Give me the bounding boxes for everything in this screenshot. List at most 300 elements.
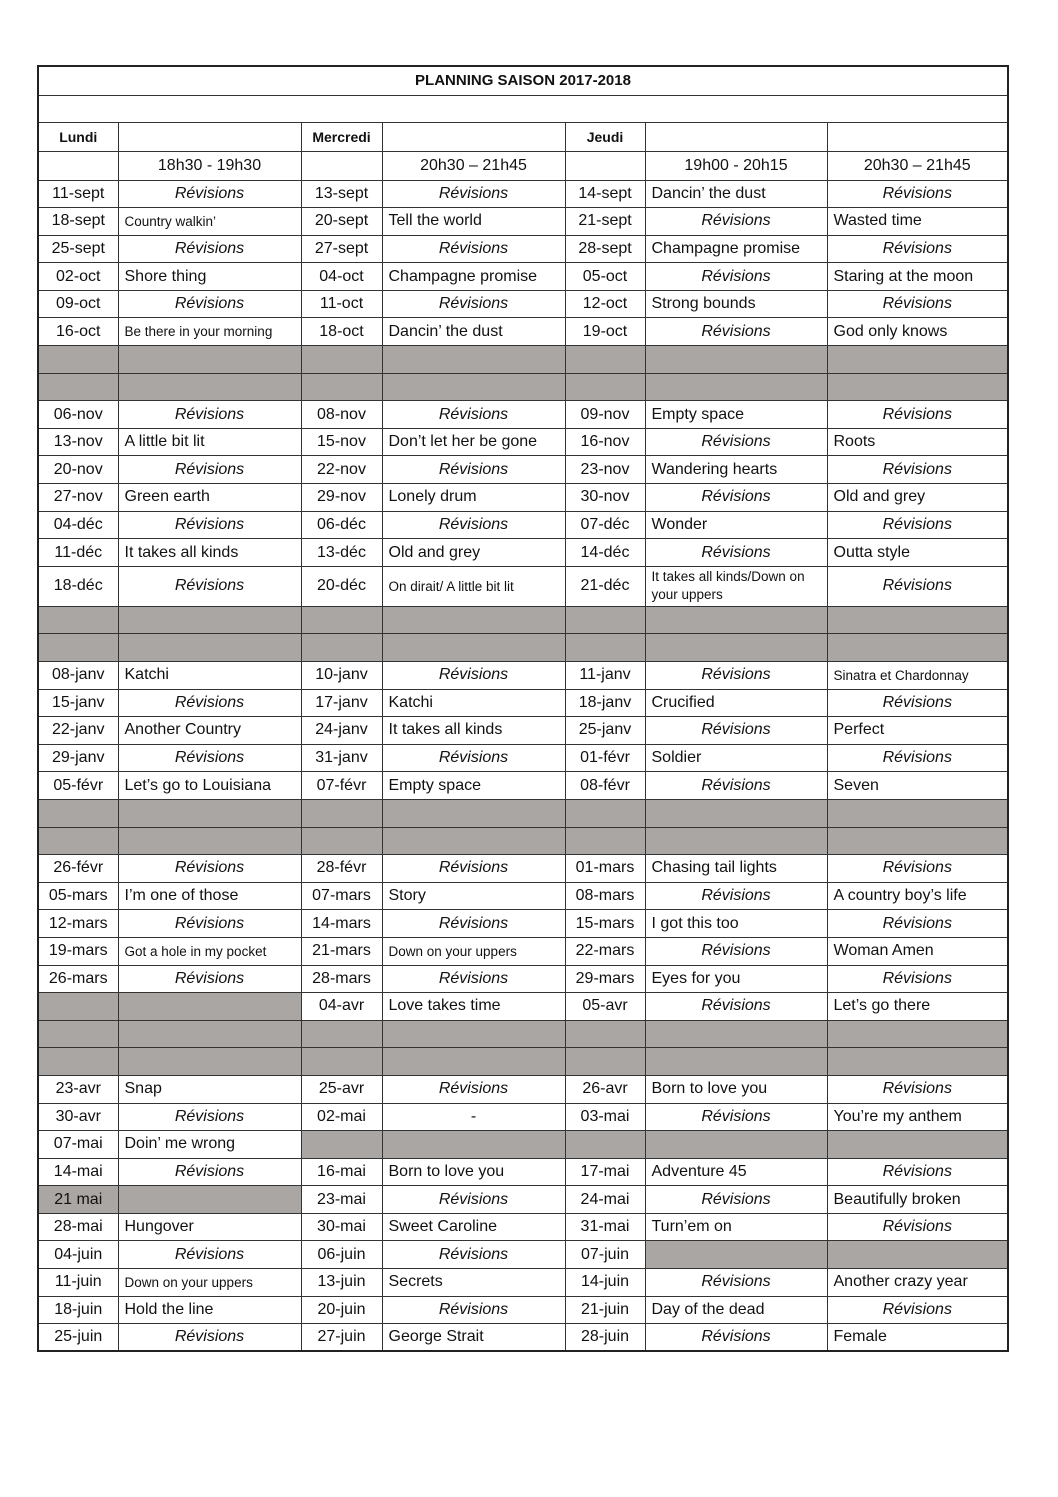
cell-jeudi-date: 22-mars [565,937,645,965]
cell-lundi-song: Révisions [118,235,301,263]
table-row [38,1158,1008,1186]
table-row [38,235,1008,263]
cell-jeudi-song-1: Révisions [645,937,827,965]
time-cell [565,151,645,180]
cell-lundi-song: Révisions [118,744,301,772]
cell-jeudi-date: 12-oct [565,290,645,318]
table-row [38,566,1008,606]
cell-lundi-date: 12-mars [38,910,118,938]
cell-jeudi-song-1: Révisions [645,318,827,346]
cell-jeudi-song-2 [827,827,1008,855]
cell-lundi-date: 16-oct [38,318,118,346]
cell-lundi-date: 18-sept [38,208,118,236]
cell-mercredi-date: 06-déc [301,511,382,539]
cell-lundi-date [38,1020,118,1048]
cell-jeudi-song-2: Révisions [827,566,1008,606]
cell-jeudi-song-1: Turn’em on [645,1213,827,1241]
cell-jeudi-date: 30-nov [565,484,645,512]
cell-mercredi-song [382,1131,565,1159]
cell-mercredi-date: 13-déc [301,539,382,567]
cell-jeudi-date: 08-févr [565,772,645,800]
cell-jeudi-song-1: Soldier [645,744,827,772]
cell-jeudi-song-1 [645,799,827,827]
cell-mercredi-date: 07-mars [301,882,382,910]
cell-mercredi-song: Révisions [382,855,565,883]
cell-lundi-song: Be there in your morning [118,318,301,346]
cell-lundi-date: 25-juin [38,1324,118,1352]
cell-jeudi-song-2: Female [827,1324,1008,1352]
cell-jeudi-song-1: Révisions [645,484,827,512]
cell-jeudi-date: 21-déc [565,566,645,606]
cell-jeudi-song-2: Révisions [827,1213,1008,1241]
cell-jeudi-song-2: Seven [827,772,1008,800]
cell-jeudi-date: 21-sept [565,208,645,236]
cell-jeudi-song-2 [827,1020,1008,1048]
cell-jeudi-date: 24-mai [565,1186,645,1214]
cell-lundi-date [38,993,118,1021]
cell-jeudi-date: 18-janv [565,689,645,717]
cell-jeudi-song-2: Another crazy year [827,1269,1008,1297]
day-header-row [38,122,1008,151]
cell-lundi-song: Shore thing [118,263,301,291]
cell-lundi-date: 28-mai [38,1213,118,1241]
cell-lundi-song: Snap [118,1075,301,1103]
cell-lundi-song: Country walkin’ [118,208,301,236]
cell-jeudi-song-1: Révisions [645,208,827,236]
cell-mercredi-song: Love takes time [382,993,565,1021]
cell-mercredi-date: 04-avr [301,993,382,1021]
cell-jeudi-song-1 [645,606,827,634]
cell-jeudi-date: 11-janv [565,662,645,690]
table-row [38,717,1008,745]
cell-lundi-song: Doin’ me wrong [118,1131,301,1159]
cell-jeudi-song-1: Révisions [645,1269,827,1297]
cell-jeudi-song-2 [827,1131,1008,1159]
cell-mercredi-song: Champagne promise [382,263,565,291]
cell-lundi-song [118,799,301,827]
planning-table [37,65,1009,1352]
cell-jeudi-song-2: Révisions [827,456,1008,484]
cell-mercredi-song: Révisions [382,235,565,263]
cell-lundi-song: Révisions [118,689,301,717]
cell-mercredi-date: 21-mars [301,937,382,965]
cell-lundi-date: 09-oct [38,290,118,318]
cell-jeudi-song-2: Révisions [827,290,1008,318]
cell-lundi-date: 18-juin [38,1296,118,1324]
cell-mercredi-song: Dancin’ the dust [382,318,565,346]
header-cell [118,122,301,151]
cell-lundi-song: Another Country [118,717,301,745]
cell-mercredi-song: George Strait [382,1324,565,1352]
cell-jeudi-song-1: Révisions [645,1186,827,1214]
cell-jeudi-song-2 [827,1241,1008,1269]
table-row [38,1186,1008,1214]
cell-mercredi-song [382,1020,565,1048]
cell-mercredi-date: 22-nov [301,456,382,484]
cell-jeudi-song-1: Day of the dead [645,1296,827,1324]
cell-jeudi-song-2: Staring at the moon [827,263,1008,291]
table-row [38,993,1008,1021]
cell-mercredi-date: 10-janv [301,662,382,690]
cell-jeudi-song-2: Old and grey [827,484,1008,512]
cell-jeudi-song-1: Wonder [645,511,827,539]
table-row [38,1131,1008,1159]
cell-lundi-song: Révisions [118,511,301,539]
table-row [38,539,1008,567]
cell-jeudi-date: 08-mars [565,882,645,910]
table-row [38,662,1008,690]
cell-lundi-date [38,373,118,401]
cell-lundi-date: 30-avr [38,1103,118,1131]
cell-mercredi-date [301,606,382,634]
cell-jeudi-song-2: Révisions [827,511,1008,539]
table-row [38,1048,1008,1076]
cell-jeudi-song-1 [645,346,827,374]
cell-mercredi-song: Katchi [382,689,565,717]
table-row [38,1075,1008,1103]
cell-lundi-date: 19-mars [38,937,118,965]
time-lundi: 18h30 - 19h30 [118,151,301,180]
cell-jeudi-date [565,799,645,827]
cell-jeudi-date: 29-mars [565,965,645,993]
page-title: PLANNING SAISON 2017-2018 [38,66,1008,95]
cell-jeudi-song-2 [827,373,1008,401]
cell-jeudi-song-1: I got this too [645,910,827,938]
cell-jeudi-song-2: Révisions [827,744,1008,772]
table-row [38,689,1008,717]
cell-jeudi-song-1: Eyes for you [645,965,827,993]
cell-mercredi-song: It takes all kinds [382,717,565,745]
cell-lundi-date [38,606,118,634]
table-row [38,937,1008,965]
cell-mercredi-date [301,799,382,827]
cell-jeudi-song-1: Révisions [645,1324,827,1352]
header-cell [827,122,1008,151]
cell-mercredi-date: 02-mai [301,1103,382,1131]
cell-mercredi-song: Révisions [382,290,565,318]
cell-mercredi-date [301,1131,382,1159]
cell-mercredi-song: On dirait/ A little bit lit [382,566,565,606]
cell-mercredi-date: 07-févr [301,772,382,800]
cell-lundi-date: 14-mai [38,1158,118,1186]
cell-mercredi-song: Révisions [382,1075,565,1103]
cell-mercredi-song: Sweet Caroline [382,1213,565,1241]
cell-mercredi-date: 28-mars [301,965,382,993]
cell-jeudi-song-2: Woman Amen [827,937,1008,965]
cell-mercredi-date: 28-févr [301,855,382,883]
cell-jeudi-song-2: Révisions [827,910,1008,938]
cell-jeudi-song-1 [645,634,827,662]
table-row [38,965,1008,993]
time-mercredi: 20h30 – 21h45 [382,151,565,180]
cell-mercredi-date [301,1048,382,1076]
cell-lundi-song [118,606,301,634]
cell-jeudi-date [565,373,645,401]
table-row [38,827,1008,855]
cell-jeudi-song-1: Révisions [645,539,827,567]
cell-jeudi-date [565,1020,645,1048]
table-row [38,346,1008,374]
cell-jeudi-song-2: You’re my anthem [827,1103,1008,1131]
cell-jeudi-song-1 [645,1048,827,1076]
cell-mercredi-date: 13-sept [301,180,382,208]
cell-lundi-song: Révisions [118,566,301,606]
blank-row [38,95,1008,122]
cell-jeudi-song-1: Strong bounds [645,290,827,318]
cell-jeudi-song-1 [645,373,827,401]
cell-mercredi-date [301,346,382,374]
cell-jeudi-song-1: Révisions [645,993,827,1021]
cell-jeudi-song-2: Révisions [827,965,1008,993]
cell-lundi-date: 05-mars [38,882,118,910]
cell-jeudi-song-1: Champagne promise [645,235,827,263]
cell-mercredi-song: Révisions [382,180,565,208]
cell-jeudi-song-1: Crucified [645,689,827,717]
cell-lundi-date [38,799,118,827]
cell-mercredi-date: 30-mai [301,1213,382,1241]
cell-mercredi-date: 20-déc [301,566,382,606]
cell-mercredi-song: Down on your uppers [382,937,565,965]
cell-jeudi-song-1 [645,1131,827,1159]
table-row [38,1103,1008,1131]
table-row [38,208,1008,236]
cell-mercredi-song [382,827,565,855]
cell-lundi-song: Révisions [118,1103,301,1131]
cell-jeudi-date: 07-déc [565,511,645,539]
cell-jeudi-date [565,1131,645,1159]
cell-lundi-song: Révisions [118,180,301,208]
cell-jeudi-song-1: Wandering hearts [645,456,827,484]
cell-mercredi-date: 27-juin [301,1324,382,1352]
cell-mercredi-date [301,1020,382,1048]
table-row [38,1296,1008,1324]
time-jeudi-2: 20h30 – 21h45 [827,151,1008,180]
cell-mercredi-date: 06-juin [301,1241,382,1269]
cell-mercredi-song [382,634,565,662]
cell-jeudi-song-2: Roots [827,428,1008,456]
cell-jeudi-song-1: Révisions [645,717,827,745]
table-row [38,263,1008,291]
cell-mercredi-date [301,373,382,401]
table-row [38,428,1008,456]
table-row [38,1020,1008,1048]
cell-mercredi-date: 13-juin [301,1269,382,1297]
cell-jeudi-song-1: Dancin’ the dust [645,180,827,208]
cell-jeudi-song-2 [827,634,1008,662]
cell-lundi-song [118,827,301,855]
cell-jeudi-date: 17-mai [565,1158,645,1186]
cell-lundi-date: 26-févr [38,855,118,883]
cell-jeudi-song-2: Beautifully broken [827,1186,1008,1214]
cell-lundi-song: Hold the line [118,1296,301,1324]
cell-mercredi-song: - [382,1103,565,1131]
cell-jeudi-song-2: Wasted time [827,208,1008,236]
cell-mercredi-song [382,606,565,634]
header-jeudi: Jeudi [565,122,645,151]
cell-lundi-song [118,346,301,374]
cell-jeudi-date: 09-nov [565,401,645,429]
cell-jeudi-date: 14-sept [565,180,645,208]
table-row [38,606,1008,634]
cell-mercredi-date: 17-janv [301,689,382,717]
cell-jeudi-date [565,634,645,662]
cell-jeudi-date [565,346,645,374]
cell-jeudi-song-2: Révisions [827,855,1008,883]
cell-mercredi-date: 24-janv [301,717,382,745]
cell-jeudi-date: 05-oct [565,263,645,291]
cell-mercredi-date: 14-mars [301,910,382,938]
cell-jeudi-song-1: Born to love you [645,1075,827,1103]
cell-jeudi-date: 28-juin [565,1324,645,1352]
cell-jeudi-song-2 [827,606,1008,634]
cell-lundi-date: 11-juin [38,1269,118,1297]
header-mercredi: Mercredi [301,122,382,151]
cell-jeudi-date: 16-nov [565,428,645,456]
cell-mercredi-date [301,634,382,662]
cell-lundi-date: 05-févr [38,772,118,800]
cell-lundi-song [118,1020,301,1048]
cell-jeudi-song-1: Chasing tail lights [645,855,827,883]
cell-jeudi-song-1: Adventure 45 [645,1158,827,1186]
cell-mercredi-song: Tell the world [382,208,565,236]
cell-lundi-song: Révisions [118,401,301,429]
cell-mercredi-song: Empty space [382,772,565,800]
cell-lundi-song: Down on your uppers [118,1269,301,1297]
cell-jeudi-date [565,827,645,855]
cell-jeudi-date: 03-mai [565,1103,645,1131]
cell-jeudi-date: 23-nov [565,456,645,484]
cell-jeudi-date: 25-janv [565,717,645,745]
cell-jeudi-song-2: Outta style [827,539,1008,567]
cell-lundi-date: 11-sept [38,180,118,208]
cell-lundi-date [38,827,118,855]
cell-lundi-date: 04-déc [38,511,118,539]
cell-lundi-song: Révisions [118,290,301,318]
header-cell [645,122,827,151]
cell-jeudi-song-1: Révisions [645,263,827,291]
cell-mercredi-date: 29-nov [301,484,382,512]
table-row [38,1241,1008,1269]
table-row [38,511,1008,539]
cell-jeudi-song-1 [645,827,827,855]
cell-mercredi-date: 27-sept [301,235,382,263]
cell-jeudi-song-2: Sinatra et Chardonnay [827,662,1008,690]
table-row [38,882,1008,910]
table-row [38,401,1008,429]
cell-lundi-song [118,634,301,662]
cell-lundi-date: 11-déc [38,539,118,567]
table-row [38,1213,1008,1241]
cell-lundi-song [118,1186,301,1214]
cell-lundi-date: 08-janv [38,662,118,690]
cell-lundi-date: 27-nov [38,484,118,512]
cell-mercredi-song: Old and grey [382,539,565,567]
cell-lundi-date: 21 mai [38,1186,118,1214]
cell-jeudi-song-2: Révisions [827,1075,1008,1103]
cell-mercredi-date: 11-oct [301,290,382,318]
cell-mercredi-date: 20-juin [301,1296,382,1324]
title-row [38,66,1008,95]
cell-mercredi-date: 25-avr [301,1075,382,1103]
cell-jeudi-date: 15-mars [565,910,645,938]
cell-jeudi-date: 26-avr [565,1075,645,1103]
cell-jeudi-date [565,606,645,634]
cell-mercredi-date: 23-mai [301,1186,382,1214]
cell-lundi-date [38,634,118,662]
cell-jeudi-date: 14-déc [565,539,645,567]
cell-lundi-song: Révisions [118,1324,301,1352]
table-row [38,910,1008,938]
cell-lundi-song [118,993,301,1021]
table-row [38,318,1008,346]
cell-lundi-date: 02-oct [38,263,118,291]
cell-lundi-date [38,346,118,374]
cell-lundi-song: I’m one of those [118,882,301,910]
cell-lundi-song: Green earth [118,484,301,512]
cell-jeudi-song-1 [645,1241,827,1269]
cell-lundi-song [118,373,301,401]
cell-mercredi-date: 18-oct [301,318,382,346]
cell-mercredi-song: Révisions [382,965,565,993]
cell-mercredi-song: Révisions [382,401,565,429]
cell-jeudi-song-1: Révisions [645,772,827,800]
cell-mercredi-song: Révisions [382,456,565,484]
cell-lundi-date: 07-mai [38,1131,118,1159]
cell-jeudi-song-2: God only knows [827,318,1008,346]
cell-jeudi-date: 19-oct [565,318,645,346]
table-row [38,180,1008,208]
cell-jeudi-date [565,1048,645,1076]
cell-mercredi-date: 08-nov [301,401,382,429]
cell-jeudi-date: 14-juin [565,1269,645,1297]
cell-lundi-song: Hungover [118,1213,301,1241]
cell-mercredi-date: 04-oct [301,263,382,291]
cell-mercredi-song: Révisions [382,511,565,539]
table-row [38,799,1008,827]
cell-mercredi-song [382,1048,565,1076]
cell-lundi-date: 18-déc [38,566,118,606]
cell-lundi-song: Révisions [118,456,301,484]
cell-lundi-song: Got a hole in my pocket [118,937,301,965]
cell-lundi-date: 15-janv [38,689,118,717]
cell-jeudi-song-1: Révisions [645,882,827,910]
table-row [38,855,1008,883]
cell-mercredi-song: Révisions [382,1296,565,1324]
cell-jeudi-song-1: Révisions [645,1103,827,1131]
cell-lundi-song: Révisions [118,855,301,883]
cell-lundi-date: 04-juin [38,1241,118,1269]
cell-lundi-song: It takes all kinds [118,539,301,567]
cell-jeudi-date: 28-sept [565,235,645,263]
cell-mercredi-song: Don’t let her be gone [382,428,565,456]
cell-jeudi-song-2: A country boy’s life [827,882,1008,910]
cell-jeudi-song-2 [827,346,1008,374]
cell-lundi-date: 20-nov [38,456,118,484]
cell-lundi-song: Révisions [118,1241,301,1269]
cell-mercredi-date: 15-nov [301,428,382,456]
cell-mercredi-date: 31-janv [301,744,382,772]
cell-lundi-date: 13-nov [38,428,118,456]
cell-mercredi-song: Secrets [382,1269,565,1297]
table-row [38,1269,1008,1297]
cell-mercredi-song [382,373,565,401]
cell-lundi-song: Let’s go to Louisiana [118,772,301,800]
cell-jeudi-song-2 [827,799,1008,827]
cell-jeudi-song-2 [827,1048,1008,1076]
header-lundi: Lundi [38,122,118,151]
cell-jeudi-song-2: Révisions [827,1158,1008,1186]
cell-lundi-date: 22-janv [38,717,118,745]
